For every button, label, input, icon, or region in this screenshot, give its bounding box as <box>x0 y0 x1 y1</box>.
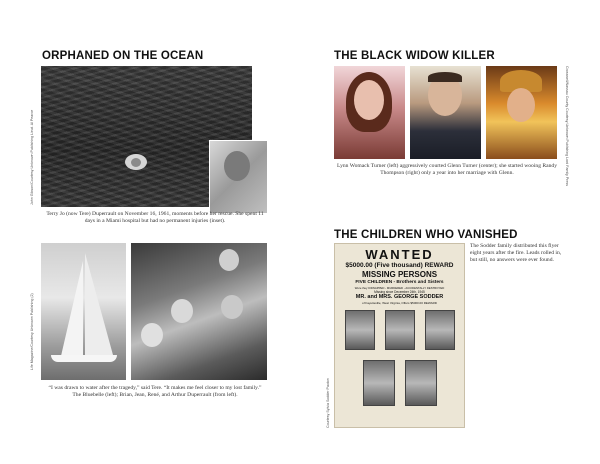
child-photo <box>363 360 395 406</box>
child-photo <box>385 310 415 350</box>
children-caption: The Sodder family distributed this flyer eight years after the fire. Leads rolled in, but still, no answers were ever found. <box>470 243 562 263</box>
hair <box>428 72 462 82</box>
widow-heading: THE BLACK WIDOW KILLER <box>334 50 495 62</box>
hull <box>51 355 117 362</box>
glenn-turner-photo <box>410 66 481 159</box>
poster-line3: of Fayetteville, West Virginia, Offers $5000.00 REWARD <box>362 301 437 305</box>
poster-names: MR. and MRS. GEORGE SODDER <box>355 294 444 300</box>
children-photo-credit: Courtesy Sylvia Sodder Paxton <box>326 378 330 428</box>
family-photo-credit: Life Magazine/Courtesy Unknown Publishing (2) <box>30 293 34 370</box>
bluebelle-photo <box>41 243 126 380</box>
boy-head <box>141 323 163 347</box>
lynn-turner-photo <box>334 66 405 159</box>
sail-left <box>61 261 83 356</box>
ocean-caption: Terry Jo (now Tere) Duperrault on November 16, 1961, moments before her rescue. She spent 11 days in a Miami hospital but had no permanent injuries (inset). <box>46 211 264 224</box>
inset-photo <box>209 140 268 214</box>
wanted-poster <box>334 243 465 428</box>
randy-thompson-photo <box>486 66 557 159</box>
poster-missing: MISSING PERSONS <box>361 270 438 279</box>
sail-right <box>85 253 113 355</box>
ocean-photo-credit: John Gibson/Courtesy Unknown Publishing Lieut. Al Pearce <box>30 109 34 205</box>
child-head <box>219 249 239 271</box>
inset-face <box>224 151 250 181</box>
child-photo <box>405 360 437 406</box>
child-photo <box>345 310 375 350</box>
poster-line1: Were they KIDNAPPED - MURDERED - ACCIDENTALLY DESTROYED <box>354 286 445 290</box>
poster-line2: Missing since December 24th, 1945 <box>374 290 425 294</box>
poster-reward: $5000.00 (Five thousand) REWARD <box>345 262 454 269</box>
ocean-heading: ORPHANED ON THE OCEAN <box>42 50 204 62</box>
poster-five-children: FIVE CHILDREN - Brothers and Sisters <box>355 280 444 285</box>
girl-figure <box>131 158 141 167</box>
mother-head <box>171 299 193 323</box>
face <box>354 80 384 120</box>
widow-photo-credit: Crosswell/Nassau County Courtesy Unknown Publishing Lord Family Press <box>565 66 569 187</box>
children-heading: THE CHILDREN WHO VANISHED <box>334 229 518 241</box>
poster-wanted: WANTED <box>365 247 434 262</box>
child-photo <box>425 310 455 350</box>
father-head <box>221 295 243 319</box>
widow-caption: Lynn Womack Turner (left) aggressively courted Glenn Turner (center); she started wooing Randy Thompson (right) only a year into her marriage with Glenn. <box>336 163 558 176</box>
family-caption: “I was drawn to water after the tragedy,” said Tere. “It makes me feel closer to my lost family.” The Bluebelle (left); Brian, Jean, René, and Arthur Duperrault (from left). <box>48 385 262 398</box>
family-photo <box>131 243 267 380</box>
face <box>507 88 535 122</box>
